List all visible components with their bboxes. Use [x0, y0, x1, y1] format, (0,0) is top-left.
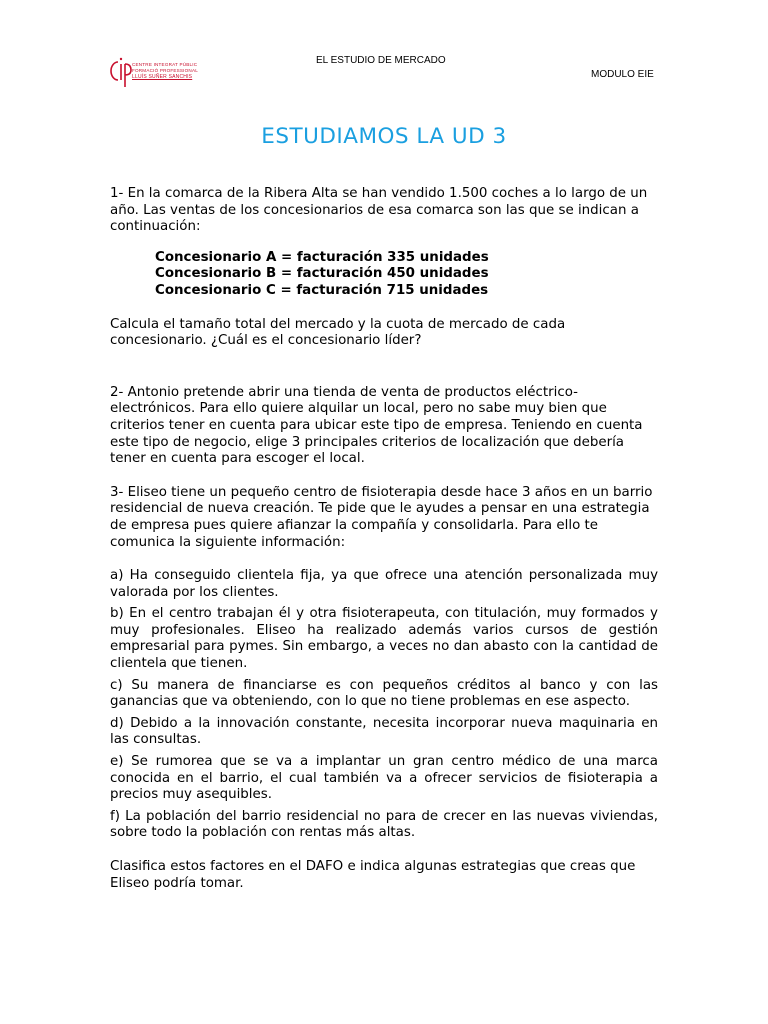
q1-sales-list	[155, 250, 658, 300]
q1-intro: 1- En la comarca de la Ribera Alta se han vendido 1.500 coches a lo largo de un año. Las ventas de los concesionarios de esa comarca son las que se indican a continuación:	[110, 186, 648, 235]
header-module: MODULO EIE	[591, 69, 654, 80]
logo-line-3: LLUÍS SUÑER SANCHIS	[132, 74, 193, 80]
q2-text: 2- Antonio pretende abrir una tienda de venta de productos eléctrico-electrónicos. Para ello quiere alquilar un local, pero no sabe muy bien que criterios tener en cuenta para ubicar este tipo de empresa. Teniendo en cuenta este tipo de negocio, elige 3 principales criterios de localización que debería tener en cuenta para escoger el local.	[110, 384, 643, 467]
logo-line-2: FORMACIÓ PROFESSIONAL	[132, 68, 198, 73]
q3-item-f: f) La población del barrio residencial no para de crecer en las nuevas viviendas, sobre todo la población con rentas más altas.	[110, 808, 658, 841]
logo-line-1: CENTRE INTEGRAT PÚBLIC	[132, 62, 198, 67]
document-body	[110, 186, 658, 892]
q1-sales-item: Concesionario C = facturación 715 unidades	[155, 282, 489, 298]
logo-mark-icon	[108, 54, 132, 90]
page-title: ESTUDIAMOS LA UD 3	[261, 124, 507, 149]
school-logo	[108, 54, 198, 90]
q1-sales-item: Concesionario B = facturación 450 unidades	[155, 266, 489, 282]
q3-item-a: a) Ha conseguido clientela fija, ya que ofrece una atención personalizada muy valorada por los clientes.	[110, 568, 658, 600]
q3-closing: Clasifica estos factores en el DAFO e indica algunas estrategias que creas que Eliseo podría tomar.	[110, 859, 636, 891]
q3-item-b: b) En el centro trabajan él y otra fisioterapeuta, con titulación, muy formados y muy profesionales. Eliseo ha realizado además varios cursos de gestión empresarial para pymes. Sin embargo, a veces no dan abasto con la cantidad de clientela que tienen.	[110, 606, 658, 672]
q3-item-c: c) Su manera de financiarse es con pequeños créditos al banco y con las ganancias que va obteniendo, con lo que no tiene problemas en ese aspecto.	[110, 677, 658, 710]
q1-sales-item: Concesionario A = facturación 335 unidades	[155, 249, 489, 265]
header-center-title: EL ESTUDIO DE MERCADO	[316, 55, 446, 66]
q1-question: Calcula el tamaño total del mercado y la cuota de mercado de cada concesionario. ¿Cuál es el concesionario líder?	[110, 316, 566, 349]
q3-item-d: d) Debido a la innovación constante, necesita incorporar nueva maquinaria en las consultas.	[110, 715, 658, 748]
q3-item-e: e) Se rumorea que se va a implantar un gran centro médico de una marca conocida en el barrio, el cual también va a ofrecer servicios de fisioterapia a precios muy asequibles.	[110, 754, 658, 803]
q3-intro: 3- Eliseo tiene un pequeño centro de fisioterapia desde hace 3 años en un barrio residencial de nueva creación. Te pide que le ayudes a pensar en una estrategia de empresa pues quiere afianzar la compañía y consolidarla. Para ello te comunica la siguiente información:	[110, 484, 653, 550]
